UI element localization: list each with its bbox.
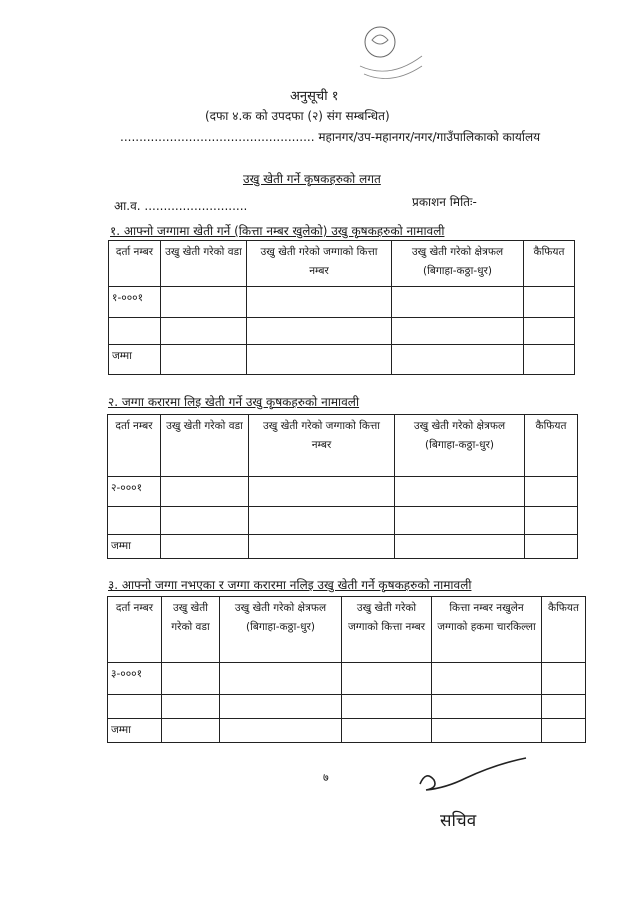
total-row — [108, 535, 578, 559]
section-2-table — [107, 414, 578, 559]
annex-subtitle: (दफा ४.क को उपदफा (२) संग सम्बन्धित) — [205, 109, 390, 123]
page-number: ७ — [323, 771, 329, 784]
registration-number-cell: ३-०००१ — [108, 663, 162, 695]
table-row — [109, 287, 575, 318]
column-header: उखु खेती गरेको क्षेत्रफल (बिगाहा-कठ्ठा-धुर) — [395, 415, 525, 477]
office-seal-icon — [350, 18, 428, 88]
column-header: दर्ता नम्बर — [108, 415, 161, 477]
column-header: उखु खेती गरेको जग्गाको कित्ता नम्बर — [249, 415, 395, 477]
column-header: कैफियत — [542, 597, 586, 663]
section-2-title: २. जग्गा करारमा लिइ खेती गर्ने उखु कृषकहरुको नामावली — [108, 395, 360, 409]
signature-icon — [410, 756, 530, 801]
column-header: कैफियत — [525, 415, 578, 477]
column-header: दर्ता नम्बर — [108, 597, 162, 663]
column-header: उखु खेती गरेको वडा — [161, 415, 249, 477]
section-1-title: १. आफ्नो जग्गामा खेती गर्ने (कित्ता नम्बर खुलेको) उखु कृषकहरुको नामावली — [110, 224, 445, 238]
signature-label: सचिव — [440, 811, 477, 831]
column-header: कैफियत — [524, 241, 575, 287]
total-row — [108, 719, 586, 743]
total-label: जम्मा — [108, 719, 162, 743]
total-row — [109, 345, 575, 375]
published-date-field: प्रकाशन मितिः- — [412, 195, 477, 209]
section-1-table — [108, 240, 575, 375]
table-row — [109, 318, 575, 345]
registration-number-cell: १-०००१ — [109, 287, 161, 318]
column-header: उखु खेती गरेको क्षेत्रफल (बिगाहा-कठ्ठा-धुर) — [220, 597, 342, 663]
column-header: उखु खेती गरेको वडा — [161, 241, 247, 287]
column-header: दर्ता नम्बर — [109, 241, 161, 287]
document-title: उखु खेती गर्ने कृषकहरुको लगत — [243, 172, 381, 186]
annex-title: अनुसूची १ — [290, 89, 339, 104]
registration-number-cell: २-०००१ — [108, 477, 161, 507]
table-header-row — [109, 241, 575, 287]
total-label: जम्मा — [108, 535, 161, 559]
table-row — [108, 695, 586, 719]
column-header: उखु खेती गरेको वडा — [162, 597, 220, 663]
column-header: कित्ता नम्बर नखुलेन जग्गाको हकमा चारकिल्ला — [432, 597, 542, 663]
table-row — [108, 507, 578, 535]
table-row — [108, 663, 586, 695]
column-header: उखु खेती गरेको जग्गाको कित्ता नम्बर — [247, 241, 392, 287]
section-3-table — [107, 596, 586, 743]
table-row — [108, 477, 578, 507]
office-dots: ................................................... — [120, 130, 315, 144]
total-label: जम्मा — [109, 345, 161, 375]
column-header: उखु खेती गरेको क्षेत्रफल (बिगाहा-कठ्ठा-धुर) — [392, 241, 524, 287]
table-header-row — [108, 415, 578, 477]
office-type: महानगर/उप-महानगर/नगर/गाउँपालिकाको कार्यालय — [318, 130, 541, 144]
fiscal-year-field: आ.व. ........................... — [114, 199, 248, 213]
column-header: उखु खेती गरेको जग्गाको कित्ता नम्बर — [342, 597, 432, 663]
table-header-row — [108, 597, 586, 663]
section-3-title: ३. आफ्नो जग्गा नभएका र जग्गा करारमा नलिइ उखु खेती गर्ने कृषकहरुको नामावली — [108, 578, 472, 592]
office-line — [120, 128, 540, 145]
